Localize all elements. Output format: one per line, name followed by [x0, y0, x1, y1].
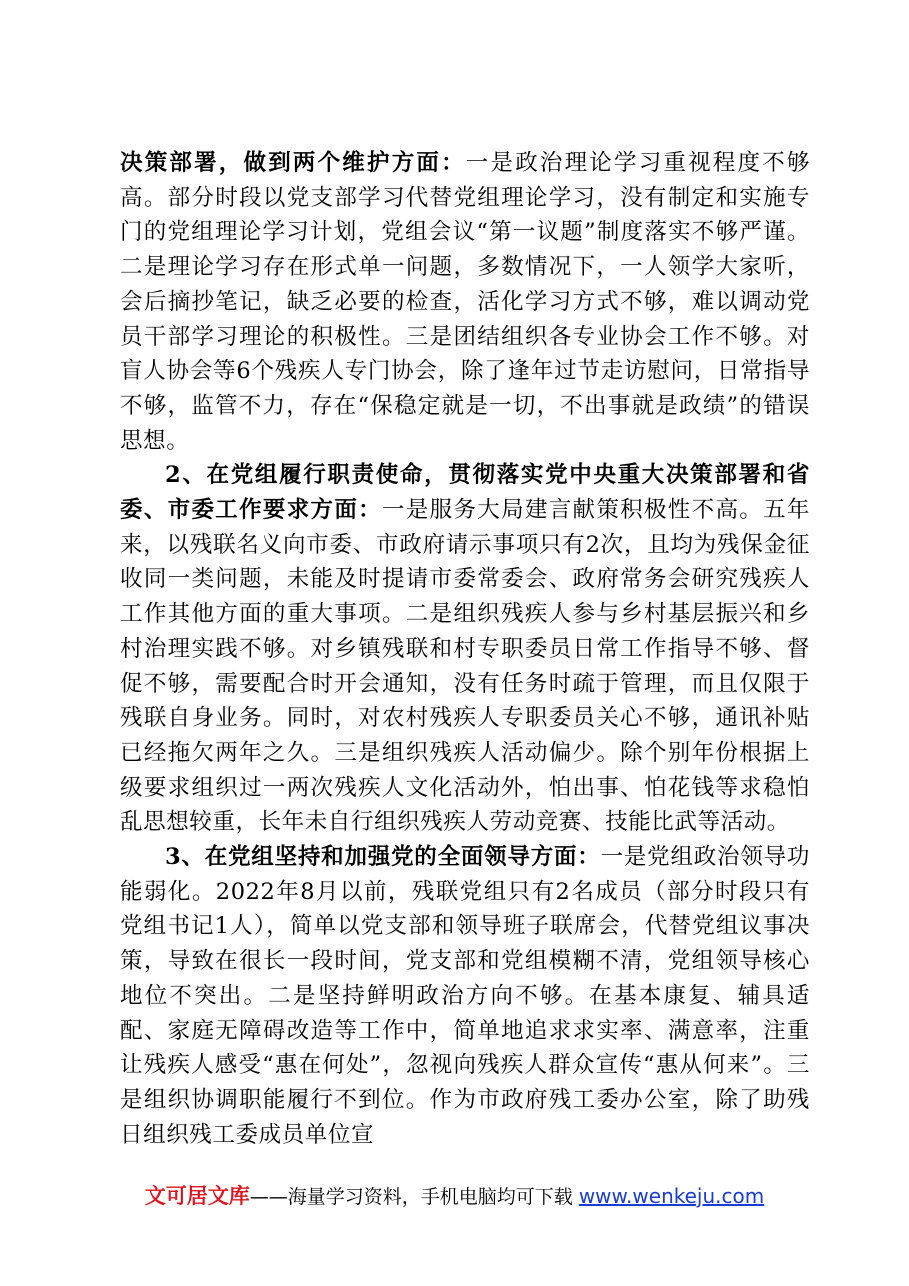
- footer-banner: [0, 1183, 909, 1210]
- document-body: [120, 146, 810, 1152]
- paragraph-3-body: 一是党组政治领导功能弱化。2022年8月以前，残联党组只有2名成员（部分时段只有党组书记1人），简单以党支部和领导班子联席会，代替党组议事决策，导致在很长一段时间，党支部和党组模糊不清，党组领导核心地位不突出。二是坚持鲜明政治方向不够。在基本康复、辅具适配、家庭无障碍改造等工作中，简单地追求求实率、满意率，注重让残疾人感受“惠在何处”，忽视向残疾人群众宣传“惠从何来”。三是组织协调职能履行不到位。作为市政府残工委办公室，除了助残日组织残工委成员单位宣: [120, 844, 811, 1148]
- paragraph-2-heading: 2、在党组履行职责使命，贯彻落实党中央重大决策部署和省委、市委工作要求方面：: [120, 462, 810, 524]
- paragraph-2: [120, 458, 810, 840]
- paragraph-3: [120, 840, 810, 1152]
- paragraph-1-heading: 决策部署，做到两个维护方面：: [120, 150, 466, 176]
- footer-brand: 文可居文库: [144, 1184, 250, 1208]
- footer-tagline: ——海量学习资料，手机电脑均可下载: [249, 1186, 573, 1208]
- paragraph-1-body: 一是政治理论学习重视程度不够高。部分时段以党支部学习代替党组理论学习，没有制定和实施专门的党组理论学习计划，党组会议“第一议题”制度落实不够严谨。二是理论学习存在形式单一问题，多数情况下，一人领学大家听，会后摘抄笔记，缺乏必要的检查，活化学习方式不够，难以调动党员干部学习理论的积极性。三是团结组织各专业协会工作不够。对盲人协会等6个残疾人专门协会，除了逢年过节走访慰问，日常指导不够，监管不力，存在“保稳定就是一切，不出事就是政绩”的错误思想。: [120, 150, 810, 454]
- paragraph-3-heading: 3、在党组坚持和加强党的全面领导方面：: [165, 844, 601, 871]
- paragraph-1: [120, 146, 810, 458]
- footer-url-link[interactable]: www.wenkeju.com: [578, 1184, 765, 1208]
- paragraph-2-body: 一是服务大局建言献策积极性不高。五年来，以残联名义向市委、市政府请示事项只有2次，且均为残保金征收同一类问题，未能及时提请市委常委会、政府常务会研究残疾人工作其他方面的重大事项。二是组织残疾人参与乡村基层振兴和乡村治理实践不够。对乡镇残联和村专职委员日常工作指导不够、督促不够，需要配合时开会通知，没有任务时疏于管理，而且仅限于残联自身业务。同时，对农村残疾人专职委员关心不够，通讯补贴已经拖欠两年之久。三是组织残疾人活动偏少。除个别年份根据上级要求组织过一两次残疾人文化活动外，怕出事、怕花钱等求稳怕乱思想较重，长年未自行组织残疾人劳动竞赛、技能比武等活动。: [120, 497, 810, 836]
